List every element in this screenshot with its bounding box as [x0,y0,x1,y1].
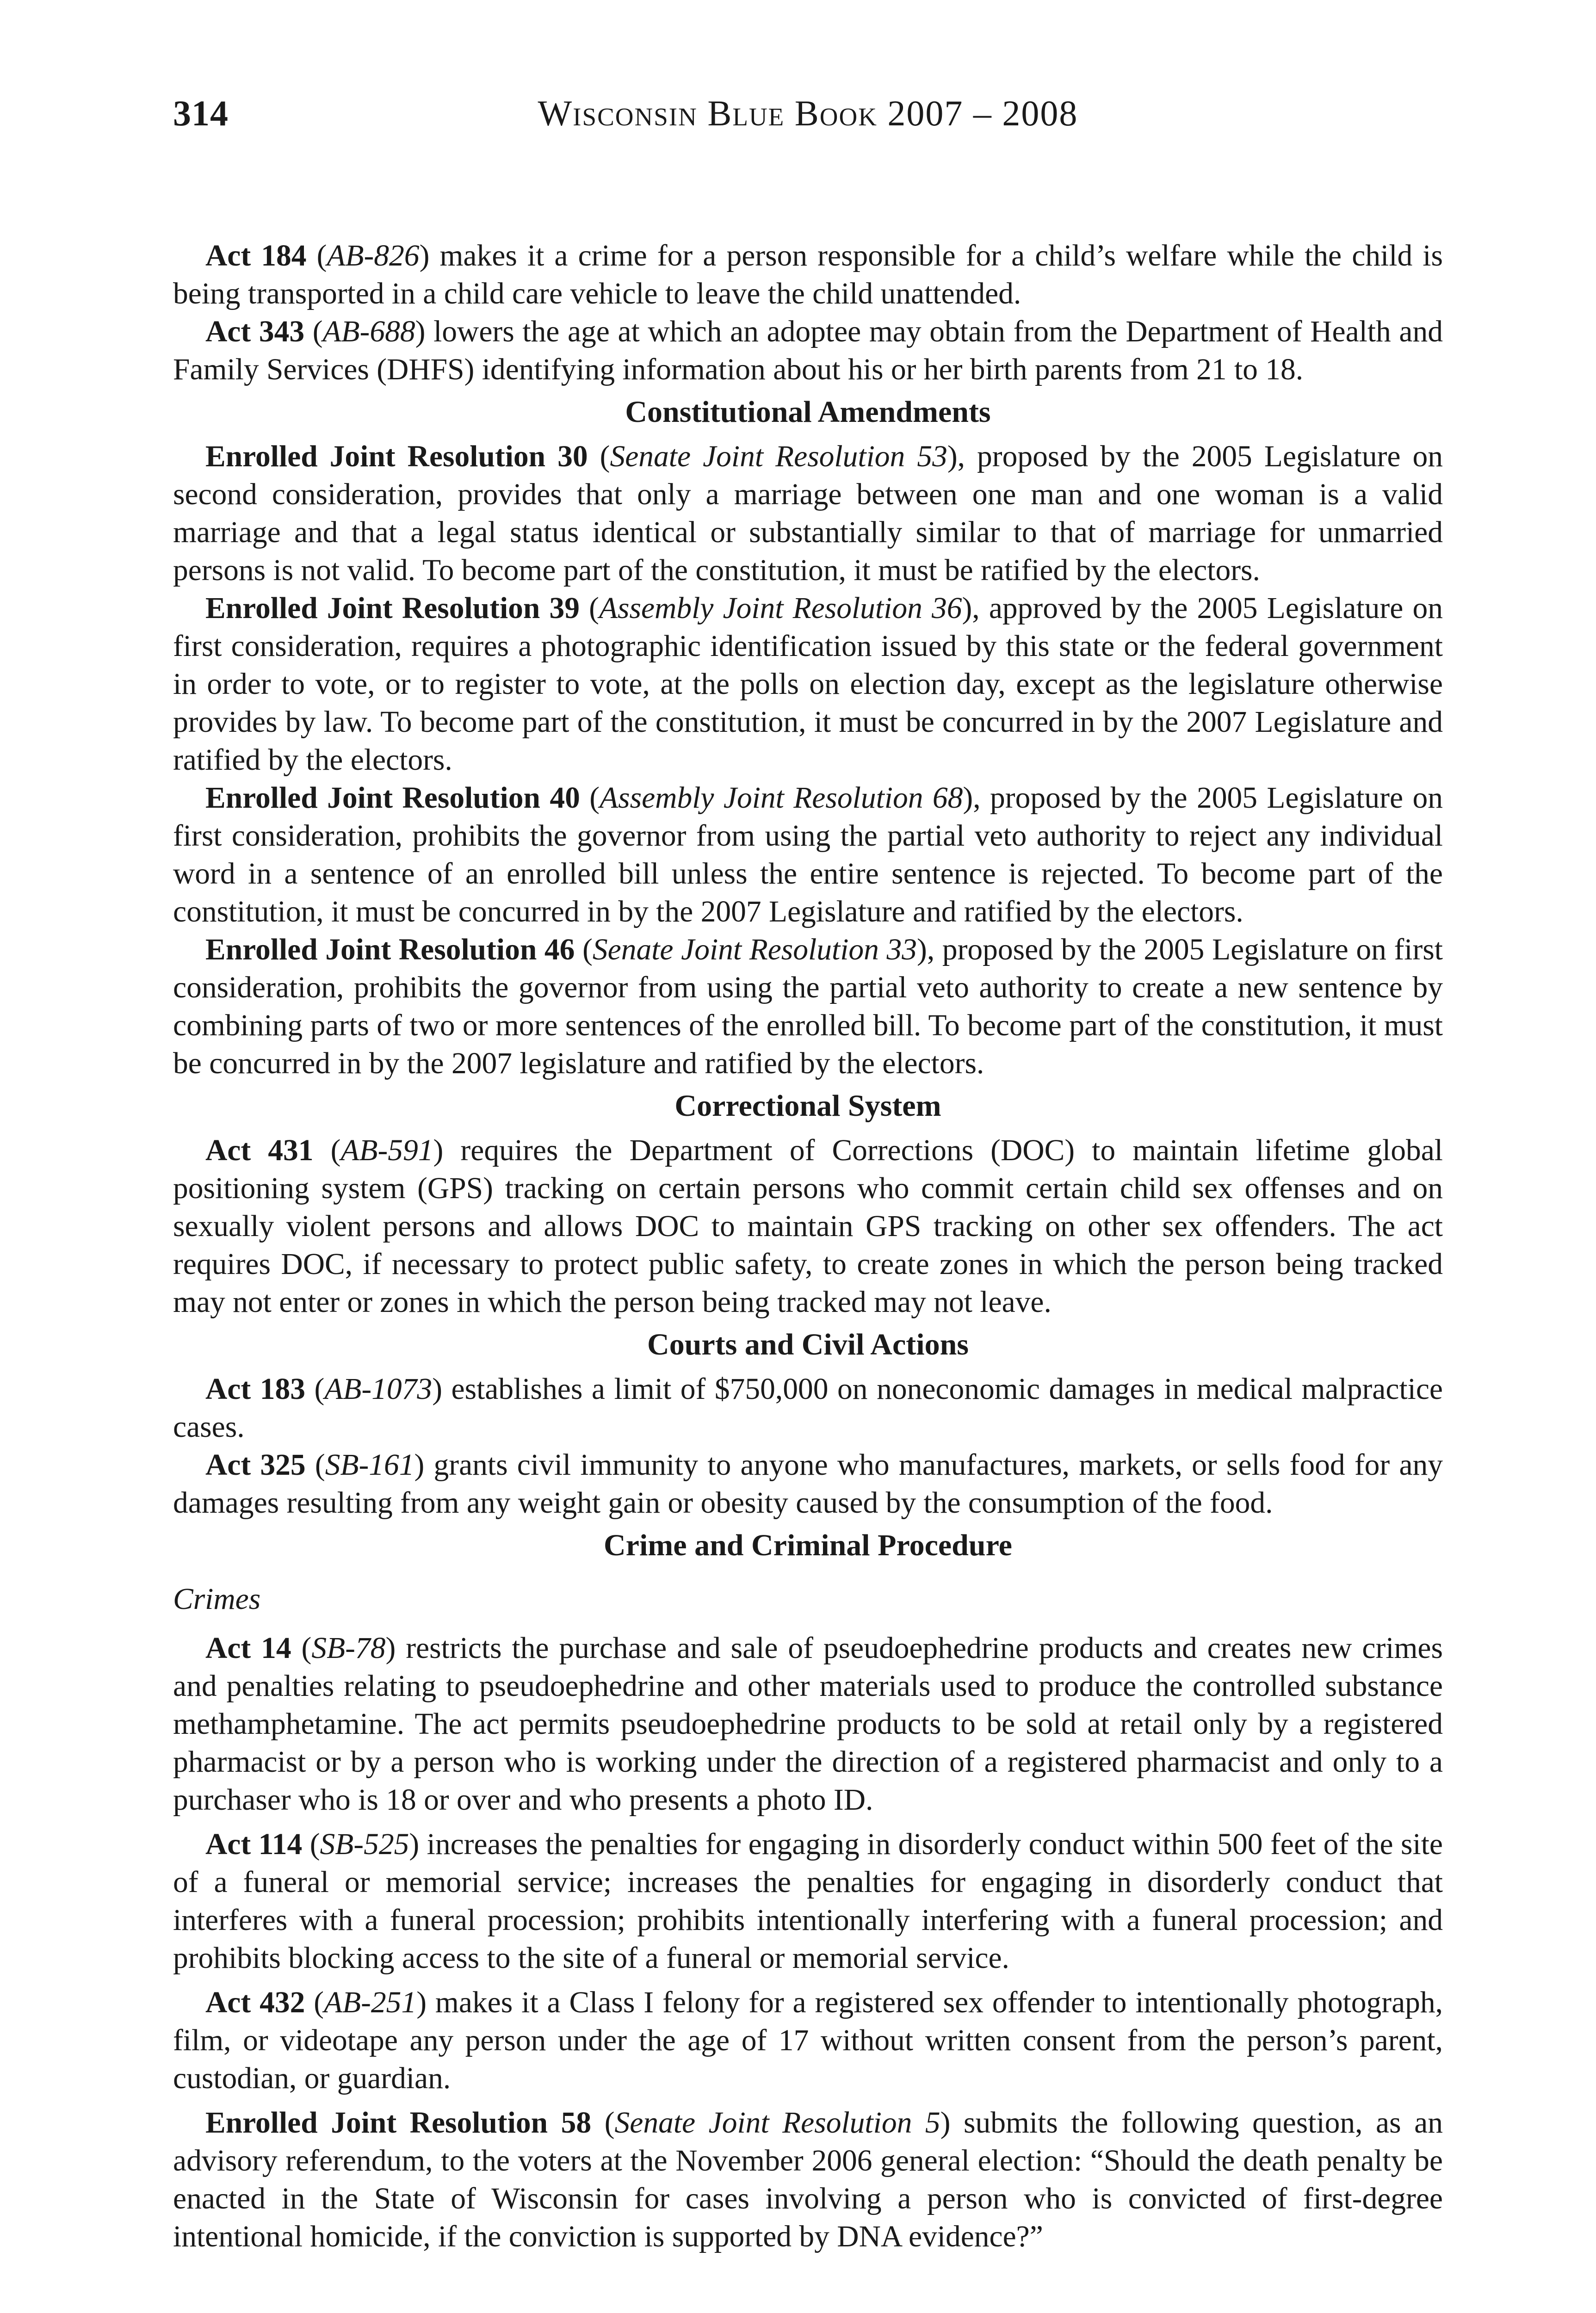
paragraph-text: establishes a limit of $750,000 on noneconomic damages in medical malpractice cases. [173,1373,1443,1444]
page-body [173,237,1443,2256]
bill-reference: SB-525 [320,1828,409,1861]
bill-reference: AB-826 [327,239,420,272]
paragraph-text: grants civil immunity to anyone who manufactures, markets, or sells food for any damages resulting from any weight gain or obesity caused by the consumption of the food. [173,1448,1443,1520]
running-title: Wisconsin Blue Book 2007 – 2008 [538,93,1078,133]
section-heading-correctional-system: Correctional System [674,1089,941,1123]
bill-reference: SB-78 [311,1632,386,1665]
bill-reference: Assembly Joint Resolution 68 [600,781,963,815]
paragraph-ejr-30: Enrolled Joint Resolution 30 (Senate Joint Resolution 53), proposed by the 2005 Legislature on second consideration, provides that only a marriage between one man and one woman is a valid marriage and that a legal status identical or substantially similar to that of marriage for unmarried persons is not valid. To become part of the constitution, it must be ratified by the electors. [173,440,1443,587]
paragraph-lead: Enrolled Joint Resolution 30 [205,440,588,473]
paragraph-text: requires the Department of Corrections (DOC) to maintain lifetime global positioning system (GPS) tracking on certain persons who commit certain child sex offenses and on sexually violent persons and allows DOC to maintain GPS tracking on other sex offenders. The act requires DOC, if necessary to protect public safety, to create zones in which the person being tracked may not enter or zones in which the person being tracked may not leave. [173,1134,1443,1319]
paragraph-lead: Act 184 [205,239,307,272]
paragraph-lead: Act 114 [205,1828,303,1861]
paragraph-text: , approved by the 2005 Legislature on first consideration, requires a photographic identification issued by this state or the federal government in order to vote, or to register to vote, at the polls on election day, except as the legislature otherwise provides by law. To become part of the constitution, it must be concurred in by the 2007 Legislature and ratified by the electors. [173,592,1443,777]
paragraph-text: makes it a crime for a person responsible for a child’s welfare while the child is being transported in a child care vehicle to leave the child unattended. [173,239,1443,310]
paragraph-lead: Act 183 [205,1373,305,1406]
paragraph-lead: Act 343 [205,315,305,348]
paragraph-act-325: Act 325 (SB-161) grants civil immunity to anyone who manufactures, markets, or sells food for any damages resulting from any weight gain or obesity caused by the consumption of the food. [173,1448,1443,1520]
paragraph-lead: Act 14 [205,1632,291,1665]
paragraph-ejr-46: Enrolled Joint Resolution 46 (Senate Joint Resolution 33), proposed by the 2005 Legislature on first consideration, prohibits the governor from using the partial veto authority to create a new sentence by combining parts of two or more sentences of the enrolled bill. To become part of the constitution, it must be concurred in by the 2007 legislature and ratified by the electors. [173,933,1443,1080]
paragraph-lead: Enrolled Joint Resolution 58 [205,2106,592,2140]
paragraph-text: , proposed by the 2005 Legislature on first consideration, prohibits the governor from using the partial veto authority to reject any individual word in a sentence of an enrolled bill unless the entire sentence is rejected. To become part of the constitution, it must be concurred in by the 2007 Legislature and ratified by the electors. [173,781,1443,928]
bill-reference: Assembly Joint Resolution 36 [599,592,962,625]
bill-reference: AB-591 [340,1134,433,1167]
paragraph-lead: Enrolled Joint Resolution 40 [205,781,580,815]
paragraph-text: , proposed by the 2005 Legislature on first consideration, prohibits the governor from using the partial veto authority to create a new sentence by combining parts of two or more sentences of the enrolled bill. To become part of the constitution, it must be concurred in by the 2007 legislature and ratified by the electors. [173,933,1443,1080]
paragraph-lead: Enrolled Joint Resolution 39 [205,592,580,625]
section-heading-crime-and-criminal-procedure: Crime and Criminal Procedure [604,1528,1012,1562]
paragraph-text: submits the following question, as an advisory referendum, to the voters at the November 2006 general election: “Should the death penalty be enacted in the State of Wisconsin for cases involving a person who is convicted of first-degree intentional homicide, if the conviction is supported by DNA evidence?” [173,2106,1443,2253]
bill-reference: Senate Joint Resolution 5 [614,2106,940,2140]
paragraph-ejr-40: Enrolled Joint Resolution 40 (Assembly Joint Resolution 68), proposed by the 2005 Legislature on first consideration, prohibits the governor from using the partial veto authority to reject any individual word in a sentence of an enrolled bill unless the entire sentence is rejected. To become part of the constitution, it must be concurred in by the 2007 Legislature and ratified by the electors. [173,781,1443,928]
paragraph-act-432: Act 432 (AB-251) makes it a Class I felony for a registered sex offender to intentionally photograph, film, or videotape any person under the age of 17 without written consent from the person’s parent, custodian, or guardian. [173,1986,1443,2095]
subsection-heading-crimes: Crimes [173,1583,261,1616]
paragraph-act-114: Act 114 (SB-525) increases the penalties for engaging in disorderly conduct within 500 feet of the site of a funeral or memorial service; increases the penalties for engaging in disorderly conduct that interferes with a funeral procession; prohibits intentionally interfering with a funeral procession; and prohibits blocking access to the site of a funeral or memorial service. [173,1828,1443,1975]
section-heading-courts-and-civil-actions: Courts and Civil Actions [647,1328,969,1361]
paragraph-ejr-39: Enrolled Joint Resolution 39 (Assembly Joint Resolution 36), approved by the 2005 Legislature on first consideration, requires a photographic identification issued by this state or the federal government in order to vote, or to register to vote, at the polls on election day, except as the legislature otherwise provides by law. To become part of the constitution, it must be concurred in by the 2007 Legislature and ratified by the electors. [173,592,1443,777]
bill-reference: AB-688 [322,315,415,348]
paragraph-act-14: Act 14 (SB-78) restricts the purchase and sale of pseudoephedrine products and creates new crimes and penalties relating to pseudoephedrine and other materials used to produce the controlled substance methamphetamine. The act permits pseudoephedrine products to be sold at retail only by a registered pharmacist or by a person who is working under the direction of a registered pharmacist and only to a purchaser who is 18 or over and who presents a photo ID. [173,1632,1443,1817]
paragraph-ejr-58: Enrolled Joint Resolution 58 (Senate Joint Resolution 5) submits the following question, as an advisory referendum, to the voters at the November 2006 general election: “Should the death penalty be enacted in the State of Wisconsin for cases involving a person who is convicted of first-degree intentional homicide, if the conviction is supported by DNA evidence?” [173,2106,1443,2253]
paragraph-text: restricts the purchase and sale of pseudoephedrine products and creates new crimes and penalties relating to pseudoephedrine and other materials used to produce the controlled substance methamphetamine. The act permits pseudoephedrine products to be sold at retail only by a registered pharmacist or by a person who is working under the direction of a registered pharmacist and only to a purchaser who is 18 or over and who presents a photo ID. [173,1632,1443,1817]
section-heading-constitutional-amendments: Constitutional Amendments [625,395,991,429]
bill-reference: SB-161 [325,1448,414,1482]
bill-reference: AB-251 [324,1986,417,2019]
bill-reference: Senate Joint Resolution 53 [610,440,947,473]
paragraph-text: , proposed by the 2005 Legislature on second consideration, provides that only a marriage between one man and one woman is a valid marriage and that a legal status identical or substantially similar to that of marriage for unmarried persons is not valid. To become part of the constitution, it must be ratified by the electors. [173,440,1443,587]
bill-reference: AB-1073 [324,1373,433,1406]
paragraph-act-184: Act 184 (AB-826) makes it a crime for a person responsible for a child’s welfare while the child is being transported in a child care vehicle to leave the child unattended. [173,239,1443,310]
paragraph-text: makes it a Class I felony for a registered sex offender to intentionally photograph, film, or videotape any person under the age of 17 without written consent from the person’s parent, custodian, or guardian. [173,1986,1443,2095]
paragraph-text: lowers the age at which an adoptee may obtain from the Department of Health and Family Services (DHFS) identifying information about his or her birth parents from 21 to 18. [173,315,1443,386]
paragraph-act-183: Act 183 (AB-1073) establishes a limit of $750,000 on noneconomic damages in medical malpractice cases. [173,1373,1443,1444]
paragraph-act-431: Act 431 (AB-591) requires the Department of Corrections (DOC) to maintain lifetime global positioning system (GPS) tracking on certain persons who commit certain child sex offenses and on sexually violent persons and allows DOC to maintain GPS tracking on other sex offenders. The act requires DOC, if necessary to protect public safety, to create zones in which the person being tracked may not enter or zones in which the person being tracked may not leave. [173,1134,1443,1319]
page-header [173,93,1443,148]
paragraph-act-343: Act 343 (AB-688) lowers the age at which an adoptee may obtain from the Department of Health and Family Services (DHFS) identifying information about his or her birth parents from 21 to 18. [173,315,1443,386]
bill-reference: Senate Joint Resolution 33 [592,933,917,966]
paragraph-lead: Act 325 [205,1448,306,1482]
paragraph-lead: Act 432 [205,1986,305,2019]
page-number: 314 [173,93,229,133]
paragraph-lead: Enrolled Joint Resolution 46 [205,933,575,966]
paragraph-lead: Act 431 [205,1134,314,1167]
paragraph-text: increases the penalties for engaging in disorderly conduct within 500 feet of the site of a funeral or memorial service; increases the penalties for engaging in disorderly conduct that interferes with a funeral procession; prohibits intentionally interfering with a funeral procession; and prohibits blocking access to the site of a funeral or memorial service. [173,1828,1443,1975]
